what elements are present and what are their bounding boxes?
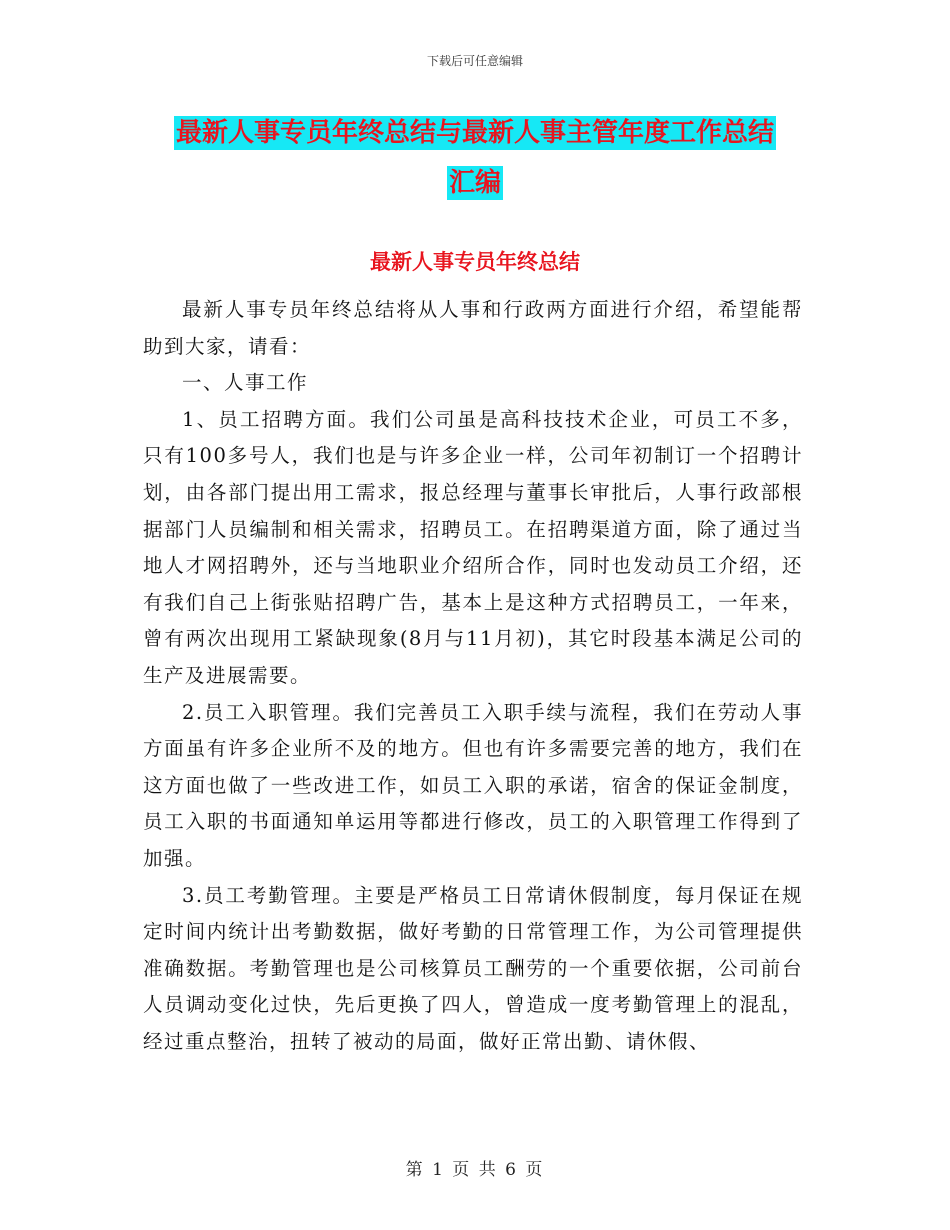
paragraph-recruitment: 1、员工招聘方面。我们公司虽是高科技技术企业，可员工不多，只有100多号人，我们也是与许多企业一样，公司年初制订一个招聘计划，由各部门提出用工需求，报总经理与董事长审批后，人事行政部根据部门人员编制和相关需求，招聘员工。在招聘渠道方面，除了通过当地人才网招聘外，还与当地职业介绍所合作，同时也发动员工介绍，还有我们自己上街张贴招聘广告，基本上是这种方式招聘员工，一年来，曾有两次出现用工紧缺现象(8月与11月初)，其它时段基本满足公司的生产及进展需要。	[143, 407, 803, 687]
page-header-note: 下载后可任意编辑	[426, 54, 523, 68]
paragraph-attendance: 3.员工考勤管理。主要是严格员工日常请休假制度，每月保证在规定时间内统计出考勤数据，做好考勤的日常管理工作，为公司管理提供准确数据。考勤管理也是公司核算员工酬劳的一个重要依据，公司前台人员调动变化过快，先后更换了四人，曾造成一度考勤管理上的混乱，经过重点整治，扭转了被动的局面，做好正常出勤、请休假、	[143, 883, 803, 1053]
paragraph-intro: 最新人事专员年终总结将从人事和行政两方面进行介绍，希望能帮助到大家，请看：	[143, 298, 803, 358]
document-title	[0, 108, 950, 208]
document-title-line-1: 最新人事专员年终总结与最新人事主管年度工作总结	[175, 118, 774, 148]
paragraph-onboarding: 2.员工入职管理。我们完善员工入职手续与流程，我们在劳动人事方面虽有许多企业所不及的地方。但也有许多需要完善的地方，我们在这方面也做了一些改进工作，如员工入职的承诺，宿舍的保证金制度，员工入职的书面通知单运用等都进行修改，员工的入职管理工作得到了加强。	[143, 700, 803, 870]
paragraph-heading-hr-work: 一、人事工作	[182, 371, 309, 395]
document-body	[143, 292, 803, 1060]
document-title-line-2: 汇编	[448, 168, 501, 198]
section-title: 最新人事专员年终总结	[370, 250, 580, 274]
page-number: 第 1 页 共 6 页	[405, 1160, 545, 1180]
